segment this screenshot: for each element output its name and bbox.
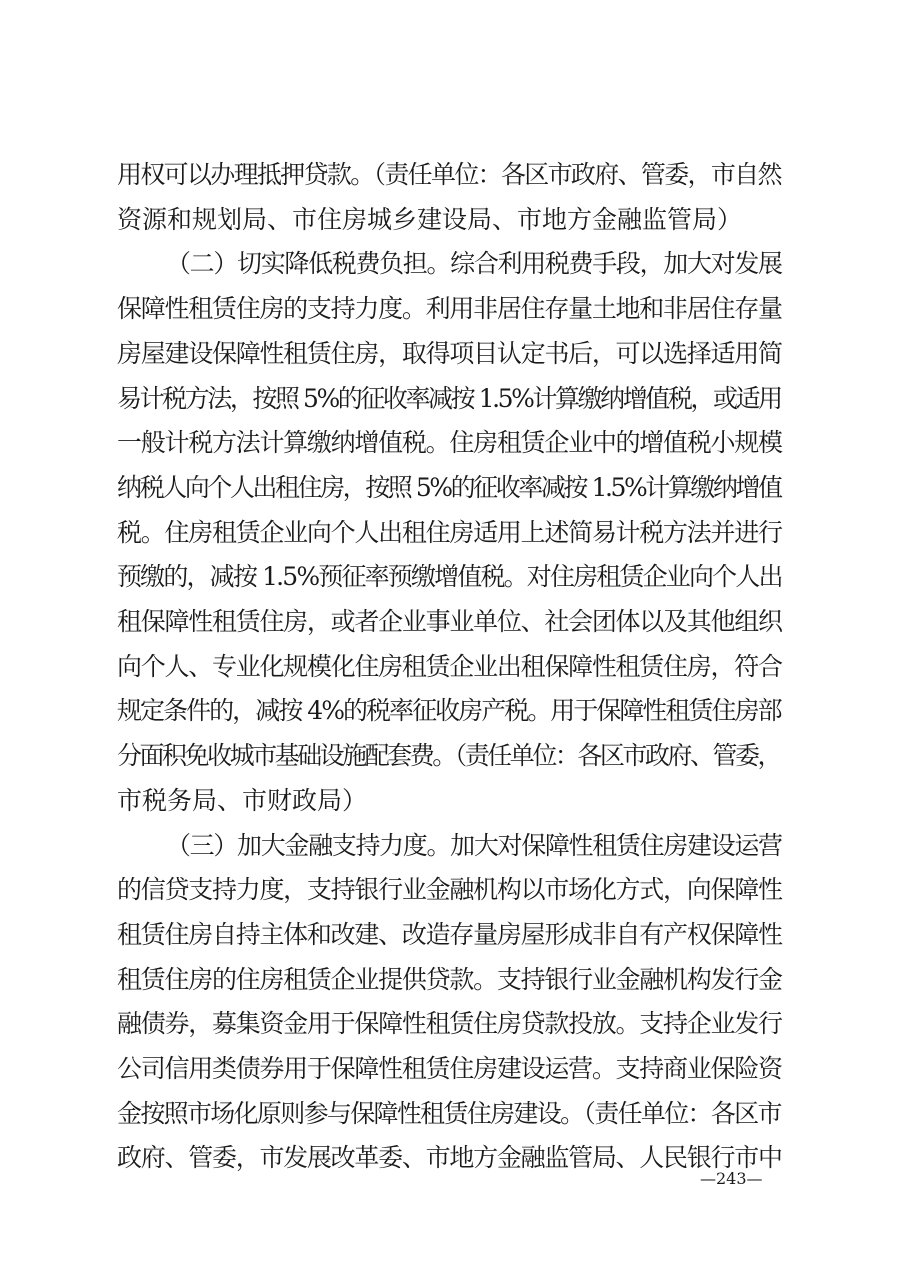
text-line: 租赁住房的住房租赁企业提供贷款。支持银行业金融机构发行金 <box>117 964 782 994</box>
text-line: 房屋建设保障性租赁住房，取得项目认定书后，可以选择适用简 <box>117 338 782 368</box>
text-line: 分面积免收城市基础设施配套费。（责任单位：各区市政府、管委， <box>117 741 781 771</box>
text-line: 融债券，募集资金用于保障性租赁住房贷款投放。支持企业发行 <box>117 1009 782 1039</box>
text-line: 保障性租赁住房的支持力度。利用非居住存量土地和非居住存量 <box>117 294 782 324</box>
text-line: 金按照市场化原则参与保障性租赁住房建设。（责任单位：各区市 <box>117 1098 781 1128</box>
text-line: 租赁住房自持主体和改建、改造存量房屋形成非自有产权保障性 <box>117 919 782 949</box>
text-line: 租保障性租赁住房，或者企业事业单位、社会团体以及其他组织 <box>117 607 782 636</box>
text-line: （三）加大金融支持力度。加大对保障性租赁住房建设运营 <box>166 830 782 860</box>
text-line: 公司信用类债券用于保障性租赁住房建设运营。支持商业保险资 <box>117 1054 782 1083</box>
text-line: 一般计税方法计算缴纳增值税。住房租赁企业中的增值税小规模 <box>117 428 782 458</box>
text-line: 的信贷支持力度，支持银行业金融机构以市场化方式，向保障性 <box>117 875 782 905</box>
text-line: 易计税方法，按照 5%的征收率减按 1.5%计算缴纳增值税，或适用 <box>117 383 781 413</box>
text-line: 政府、管委，市发展改革委、市地方金融监管局、人民银行市中 <box>117 1143 782 1173</box>
text-line: 市税务局、市财政局） <box>117 785 368 815</box>
text-line: 纳税人向个人出租住房，按照 5%的征收率减按 1.5%计算缴纳增值 <box>117 472 781 502</box>
text-line: （二）切实降低税费负担。综合利用税费手段，加大对发展 <box>166 249 782 279</box>
text-line: 预缴的，减按 1.5%预征率预缴增值税。对住房租赁企业向个人出 <box>117 562 782 592</box>
text-line: 资源和规划局、市住房城乡建设局、市地方金融监管局） <box>117 204 743 234</box>
text-line: 税。住房租赁企业向个人出租住房适用上述简易计税方法并进行 <box>117 517 782 547</box>
text-line: 用权可以办理抵押贷款。（责任单位：各区市政府、管委，市自然 <box>117 160 781 189</box>
text-line: 规定条件的，减按 4%的税率征收房产税。用于保障性租赁住房部 <box>117 696 781 726</box>
page-number: —243— <box>700 1169 763 1188</box>
text-line: 向个人、专业化规模化住房租赁企业出租保障性租赁住房，符合 <box>117 651 782 681</box>
